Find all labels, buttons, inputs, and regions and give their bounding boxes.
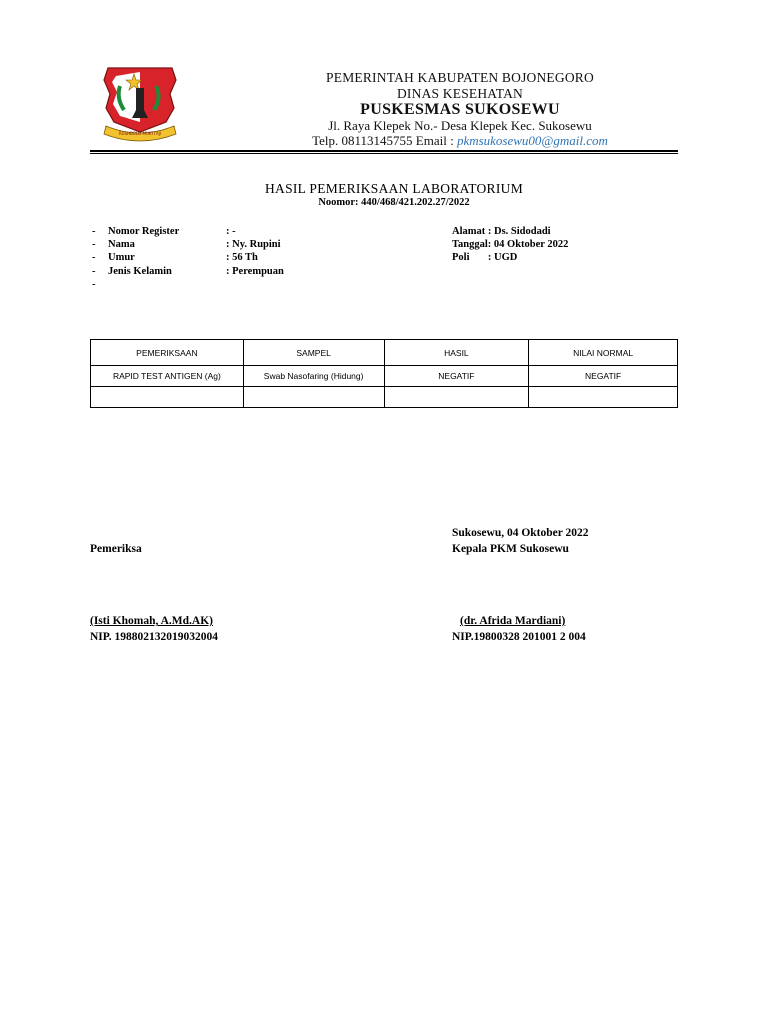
header-department: DINAS KESEHATAN <box>396 86 524 101</box>
address-field: Alamat : Ds. Sidodadi <box>452 226 551 237</box>
header-rule-thin <box>90 153 678 154</box>
puskesmas-logo <box>100 60 180 144</box>
table-cell <box>243 387 384 408</box>
sex-label: Jenis Kelamin <box>108 266 172 277</box>
header-puskesmas: PUSKESMAS SUKOSEWU <box>360 101 560 118</box>
header-government: PEMERINTAH KABUPATEN BOJONEGORO <box>326 70 594 85</box>
col-header-sample: SAMPEL <box>243 340 384 366</box>
table-cell <box>529 387 678 408</box>
header-address: Jl. Raya Klepek No.- Desa Klepek Kec. Sukosewu <box>328 118 592 133</box>
table-cell: NEGATIF <box>529 366 678 387</box>
table-row <box>91 387 678 408</box>
examiner-name: (Isti Khomah, A.Md.AK) <box>90 615 213 627</box>
table-header-row <box>91 340 678 366</box>
header-rule-thick <box>90 150 678 152</box>
table-cell <box>384 387 529 408</box>
age-value: : 56 Th <box>226 252 258 263</box>
head-name: (dr. Afrida Mardiani) <box>460 615 566 627</box>
table-cell: RAPID TEST ANTIGEN (Ag) <box>91 366 244 387</box>
table-cell: NEGATIF <box>384 366 529 387</box>
header-phone: Telp. 08113145755 Email : <box>312 133 457 148</box>
col-header-normal-value: NILAI NORMAL <box>529 340 678 366</box>
age-label: Umur <box>108 252 135 263</box>
lab-results-table <box>90 339 678 408</box>
name-value: : Ny. Rupini <box>226 239 281 250</box>
register-label: Nomor Register <box>108 226 180 237</box>
head-role: Kepala PKM Sukosewu <box>452 543 569 555</box>
examiner-role: Pemeriksa <box>90 543 142 555</box>
examiner-nip: NIP. 198802132019032004 <box>90 631 218 643</box>
list-dash: - <box>92 226 96 237</box>
date-field: Tanggal: 04 Oktober 2022 <box>452 239 569 250</box>
svg-text:RUSHBOLO MUKTI AJI: RUSHBOLO MUKTI AJI <box>118 131 162 136</box>
head-nip: NIP.19800328 201001 2 004 <box>452 631 586 643</box>
list-dash: - <box>92 279 96 290</box>
header-email[interactable]: pkmsukosewu00@gmail.com <box>456 133 608 148</box>
poli-field: Poli : UGD <box>452 252 518 263</box>
col-header-result: HASIL <box>384 340 529 366</box>
sex-value: : Perempuan <box>226 266 284 277</box>
place-date: Sukosewu, 04 Oktober 2022 <box>452 527 589 539</box>
document-title: HASIL PEMERIKSAAN LABORATORIUM <box>264 181 524 196</box>
name-label: Nama <box>108 239 135 250</box>
document-number: Noomor: 440/468/421.202.27/2022 <box>318 197 470 208</box>
header-contact <box>200 133 720 149</box>
col-header-examination: PEMERIKSAAN <box>91 340 244 366</box>
list-dash: - <box>92 266 96 277</box>
table-cell <box>91 387 244 408</box>
list-dash: - <box>92 239 96 250</box>
table-cell: Swab Nasofaring (Hidung) <box>243 366 384 387</box>
list-dash: - <box>92 252 96 263</box>
table-row <box>91 366 678 387</box>
register-value: : - <box>226 226 236 237</box>
